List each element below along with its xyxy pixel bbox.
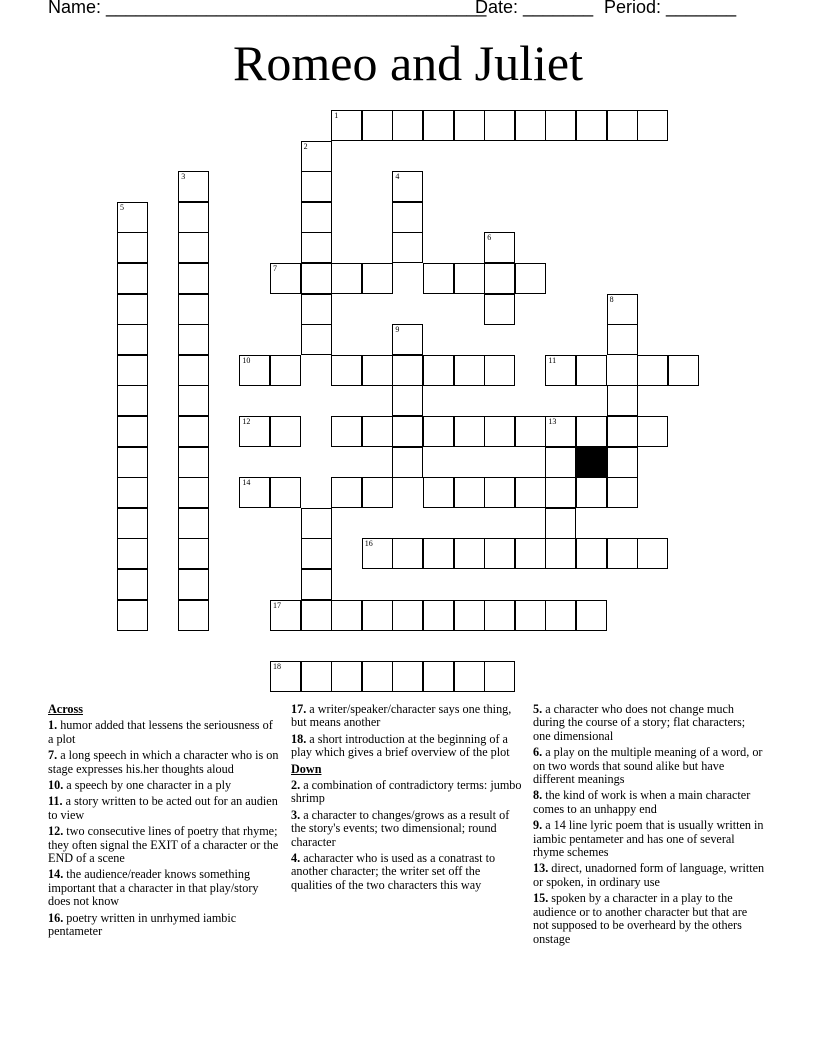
clue-item bbox=[48, 825, 280, 865]
clue-text: direct, unadorned form of language, written or spoken, in ordinary use bbox=[533, 861, 765, 889]
clue-number: 14 bbox=[242, 478, 251, 488]
crossword-cell[interactable] bbox=[484, 416, 515, 447]
crossword-cell[interactable] bbox=[301, 202, 332, 233]
crossword-cell[interactable] bbox=[423, 416, 454, 447]
crossword-cell[interactable] bbox=[239, 355, 270, 386]
crossword-cell[interactable] bbox=[362, 538, 393, 569]
crossword-cell[interactable] bbox=[362, 263, 393, 294]
crossword-cell[interactable] bbox=[117, 600, 148, 631]
clue-number: 13. bbox=[533, 861, 549, 876]
crossword-cell[interactable] bbox=[178, 447, 209, 478]
crossword-cell[interactable] bbox=[178, 569, 209, 600]
clue-item bbox=[291, 779, 523, 806]
crossword-cell[interactable] bbox=[545, 538, 576, 569]
clue-number: 3. bbox=[291, 807, 301, 822]
crossword-cell[interactable] bbox=[607, 416, 638, 447]
crossword-cell[interactable] bbox=[331, 263, 362, 294]
crossword-cell[interactable] bbox=[454, 416, 485, 447]
crossword-cell[interactable] bbox=[178, 171, 209, 202]
clue-number: 11 bbox=[548, 355, 557, 365]
crossword-cell[interactable] bbox=[178, 294, 209, 325]
crossword-cell[interactable] bbox=[178, 600, 209, 631]
crossword-cell[interactable] bbox=[576, 416, 607, 447]
crossword-cell[interactable] bbox=[178, 538, 209, 569]
clue-item bbox=[48, 749, 280, 776]
clue-number: 13 bbox=[548, 417, 557, 426]
crossword-cell[interactable] bbox=[178, 385, 209, 416]
clue-number: 12 bbox=[242, 417, 251, 426]
clues-column-3 bbox=[533, 703, 765, 949]
crossword-cell[interactable] bbox=[270, 416, 301, 447]
crossword-cell[interactable] bbox=[454, 355, 485, 386]
clue-number: 8 bbox=[609, 294, 614, 304]
page-title: Romeo and Juliet bbox=[233, 35, 583, 91]
crossword-cell[interactable] bbox=[117, 294, 148, 325]
clue-text: spoken by a character in a play to the audience or to another character but that are not supposed to be overheard by the others onstage bbox=[533, 891, 748, 946]
crossword-cell[interactable] bbox=[515, 110, 546, 141]
clue-text: acharacter who is used as a conatrast to another character; the writer set off the qualities of the two characters this way bbox=[291, 851, 496, 892]
crossword-cell[interactable] bbox=[423, 355, 454, 386]
clue-text: poetry written in unrhymed iambic pentameter bbox=[48, 910, 237, 939]
clue-number: 12. bbox=[48, 824, 64, 839]
clue-text: a story written to be acted out for an audien to view bbox=[48, 794, 278, 822]
crossword-cell[interactable] bbox=[331, 477, 362, 508]
crossword-cell[interactable] bbox=[270, 263, 301, 294]
crossword-cell[interactable] bbox=[331, 661, 362, 692]
crossword-cell[interactable] bbox=[178, 202, 209, 233]
clue-text: humor added that lessens the seriousness of a plot bbox=[48, 718, 273, 746]
clue-item bbox=[533, 892, 765, 946]
crossword-cell[interactable] bbox=[392, 447, 423, 478]
crossword-cell[interactable] bbox=[637, 416, 668, 447]
crossword-cell[interactable] bbox=[484, 538, 515, 569]
crossword-cell[interactable] bbox=[637, 355, 668, 386]
clue-text: a short introduction at the beginning of a play which gives a brief overview of the plot bbox=[291, 731, 510, 760]
crossword-cell[interactable] bbox=[301, 263, 332, 294]
crossword-cell[interactable] bbox=[454, 477, 485, 508]
crossword-cell[interactable] bbox=[637, 538, 668, 569]
clues-column-2 bbox=[291, 703, 523, 895]
clue-number: 10 bbox=[242, 355, 251, 365]
crossword-cell[interactable] bbox=[117, 324, 148, 355]
period-field-label: Period: _______ bbox=[604, 0, 737, 17]
name-field-label: Name: ______________________________________ bbox=[48, 0, 487, 17]
crossword-cell[interactable] bbox=[270, 477, 301, 508]
crossword-cell[interactable] bbox=[392, 171, 423, 202]
clue-item bbox=[533, 746, 765, 786]
clue-text: the audience/reader knows something important that a character in that play/story does not know bbox=[48, 867, 259, 909]
crossword-cell[interactable] bbox=[392, 202, 423, 233]
down-heading: Down bbox=[291, 761, 322, 776]
clue-item bbox=[48, 719, 280, 746]
clue-number: 18. bbox=[291, 731, 307, 746]
crossword-cell[interactable] bbox=[117, 202, 148, 233]
clue-number: 3 bbox=[181, 172, 186, 182]
clue-text: a long speech in which a character who is on stage expresses his.her thoughts aloud bbox=[48, 748, 279, 776]
crossword-cell[interactable] bbox=[423, 538, 454, 569]
crossword-cell[interactable] bbox=[484, 110, 515, 141]
crossword-cell[interactable] bbox=[454, 538, 485, 569]
crossword-cell[interactable] bbox=[576, 538, 607, 569]
crossword-cell[interactable] bbox=[576, 477, 607, 508]
clue-text: a character to changes/grows as a result of the story's events; two dimensional; round character bbox=[291, 807, 510, 849]
clue-item bbox=[533, 789, 765, 816]
crossword-cell[interactable] bbox=[454, 600, 485, 631]
crossword-cell[interactable] bbox=[607, 447, 638, 478]
crossword-cell[interactable] bbox=[392, 324, 423, 355]
crossword-cell[interactable] bbox=[270, 600, 301, 631]
crossword-cell[interactable] bbox=[392, 385, 423, 416]
clue-number: 16. bbox=[48, 910, 64, 925]
crossword-cell[interactable] bbox=[392, 416, 423, 447]
clue-number: 2 bbox=[303, 141, 308, 151]
clue-item bbox=[291, 809, 523, 849]
crossword-cell[interactable] bbox=[301, 538, 332, 569]
clue-item bbox=[291, 852, 523, 892]
clue-number: 5. bbox=[533, 702, 543, 716]
clue-number: 4. bbox=[291, 851, 301, 866]
crossword-cell[interactable] bbox=[362, 600, 393, 631]
crossword-cell[interactable] bbox=[117, 447, 148, 478]
crossword-cell[interactable] bbox=[515, 416, 546, 447]
crossword-cell[interactable] bbox=[270, 355, 301, 386]
crossword-cell[interactable] bbox=[607, 324, 638, 355]
crossword-cell[interactable] bbox=[117, 508, 148, 539]
clue-number: 8. bbox=[533, 788, 543, 803]
crossword-cell[interactable] bbox=[484, 600, 515, 631]
crossword-cell[interactable] bbox=[270, 661, 301, 692]
crossword-cell[interactable] bbox=[454, 263, 485, 294]
clue-item bbox=[48, 779, 280, 792]
clue-number: 6 bbox=[487, 233, 492, 243]
crossword-cell[interactable] bbox=[484, 263, 515, 294]
clue-number: 17 bbox=[273, 600, 281, 610]
clue-number: 15. bbox=[533, 891, 549, 906]
date-field-label: Date: _______ bbox=[475, 0, 594, 17]
crossword-cell[interactable] bbox=[178, 355, 209, 386]
clue-text: a play on the multiple meaning of a word, or on two words that sound alike but have different meanings bbox=[533, 745, 763, 787]
clue-number: 9 bbox=[395, 325, 400, 335]
crossword-cell[interactable] bbox=[239, 477, 270, 508]
crossword-cell[interactable] bbox=[668, 355, 699, 386]
clue-number: 7 bbox=[273, 264, 277, 273]
clue-number: 17. bbox=[291, 702, 307, 716]
crossword-cell[interactable] bbox=[607, 538, 638, 569]
crossword-cell[interactable] bbox=[484, 477, 515, 508]
crossword-cell[interactable] bbox=[484, 661, 515, 692]
crossword-cell[interactable] bbox=[392, 232, 423, 263]
crossword-cell[interactable] bbox=[362, 477, 393, 508]
clues-column-1 bbox=[48, 703, 280, 942]
clue-text: a character who does not change much during the course of a story; flat characters; one dimensional bbox=[533, 702, 746, 743]
clue-text: a 14 line lyric poem that is usually written in iambic pentameter and has one of several rhyme schemes bbox=[533, 818, 764, 860]
clue-number: 6. bbox=[533, 745, 543, 760]
crossword-cell[interactable] bbox=[607, 385, 638, 416]
clue-number: 10. bbox=[48, 778, 64, 793]
crossword-cell[interactable] bbox=[178, 508, 209, 539]
crossword-cell[interactable] bbox=[392, 355, 423, 386]
crossword-cell[interactable] bbox=[178, 477, 209, 508]
clue-item bbox=[533, 703, 765, 743]
across-heading: Across bbox=[48, 702, 83, 716]
crossword-cell[interactable] bbox=[178, 232, 209, 263]
crossword-cell[interactable] bbox=[301, 171, 332, 202]
crossword-cell[interactable] bbox=[392, 538, 423, 569]
crossword-cell[interactable] bbox=[607, 110, 638, 141]
crossword-cell[interactable] bbox=[545, 416, 576, 447]
crossword-cell[interactable] bbox=[117, 416, 148, 447]
crossword-cell[interactable] bbox=[545, 447, 576, 478]
crossword-cell[interactable] bbox=[301, 294, 332, 325]
crossword-cell[interactable] bbox=[607, 294, 638, 325]
crossword-cell[interactable] bbox=[331, 110, 362, 141]
crossword-cell[interactable] bbox=[362, 355, 393, 386]
crossword-cell[interactable] bbox=[178, 416, 209, 447]
crossword-cell[interactable] bbox=[454, 661, 485, 692]
crossword-cell[interactable] bbox=[178, 263, 209, 294]
crossword-cell[interactable] bbox=[576, 110, 607, 141]
crossword-cell[interactable] bbox=[239, 416, 270, 447]
crossword-cell[interactable] bbox=[423, 110, 454, 141]
crossword-cell[interactable] bbox=[545, 600, 576, 631]
crossword-cell[interactable] bbox=[331, 355, 362, 386]
clue-item bbox=[291, 703, 523, 730]
crossword-cell[interactable] bbox=[576, 600, 607, 631]
crossword-cell[interactable] bbox=[117, 355, 148, 386]
clue-item bbox=[48, 912, 280, 939]
crossword-cell[interactable] bbox=[178, 324, 209, 355]
crossword-cell[interactable] bbox=[637, 110, 668, 141]
crossword-cell[interactable] bbox=[301, 324, 332, 355]
crossword-cell[interactable] bbox=[362, 416, 393, 447]
crossword-cell[interactable] bbox=[301, 600, 332, 631]
clue-text: two consecutive lines of poetry that rhyme; they often signal the EXIT of a character or the END of a scene bbox=[48, 824, 279, 866]
crossword-cell[interactable] bbox=[515, 477, 546, 508]
crossword-cell[interactable] bbox=[484, 294, 515, 325]
crossword-cell[interactable] bbox=[301, 661, 332, 692]
crossword-cell[interactable] bbox=[301, 508, 332, 539]
crossword-cell[interactable] bbox=[301, 569, 332, 600]
clue-item bbox=[291, 733, 523, 760]
crossword-cell[interactable] bbox=[576, 355, 607, 386]
clue-text: the kind of work is when a main character comes to an unhappy end bbox=[533, 788, 751, 816]
clue-number: 11. bbox=[48, 794, 63, 809]
clue-item bbox=[533, 819, 765, 859]
clue-number: 5 bbox=[120, 202, 124, 212]
crossword-cell[interactable] bbox=[117, 477, 148, 508]
clue-number: 2. bbox=[291, 778, 301, 793]
crossword-cell[interactable] bbox=[117, 232, 148, 263]
crossword-cell[interactable] bbox=[117, 263, 148, 294]
crossword-cell[interactable] bbox=[515, 538, 546, 569]
clue-item bbox=[48, 795, 280, 822]
crossword-cell[interactable] bbox=[362, 110, 393, 141]
crossword-cell[interactable] bbox=[117, 538, 148, 569]
crossword-cell[interactable] bbox=[117, 385, 148, 416]
clue-number: 14. bbox=[48, 867, 64, 882]
clue-item bbox=[48, 868, 280, 908]
crossword-cell[interactable] bbox=[607, 477, 638, 508]
crossword-cell[interactable] bbox=[454, 110, 485, 141]
clue-number: 7. bbox=[48, 748, 58, 763]
clue-item bbox=[533, 862, 765, 889]
clue-number: 4 bbox=[395, 172, 400, 182]
crossword-cell[interactable] bbox=[545, 110, 576, 141]
clue-number: 18 bbox=[273, 661, 281, 671]
crossword-cell[interactable] bbox=[423, 600, 454, 631]
crossword-cell[interactable] bbox=[545, 355, 576, 386]
clue-text: a speech by one character in a ply bbox=[63, 778, 232, 793]
crossword-cell[interactable] bbox=[515, 600, 546, 631]
crossword-cell[interactable] bbox=[392, 600, 423, 631]
crossword-cell[interactable] bbox=[331, 600, 362, 631]
clue-number: 1 bbox=[334, 111, 339, 120]
crossword-cell[interactable] bbox=[301, 141, 332, 172]
crossword-cell[interactable] bbox=[423, 661, 454, 692]
crossword-cell[interactable] bbox=[545, 477, 576, 508]
clue-number: 1. bbox=[48, 718, 58, 733]
black-square bbox=[576, 447, 607, 478]
clue-text: a combination of contradictory terms: jumbo shrimp bbox=[291, 778, 522, 806]
crossword-cell[interactable] bbox=[484, 355, 515, 386]
crossword-cell[interactable] bbox=[484, 232, 515, 263]
crossword-cell[interactable] bbox=[331, 416, 362, 447]
crossword-cell[interactable] bbox=[301, 232, 332, 263]
crossword-cell[interactable] bbox=[362, 661, 393, 692]
clue-number: 9. bbox=[533, 818, 543, 833]
crossword-cell[interactable] bbox=[392, 110, 423, 141]
crossword-cell[interactable] bbox=[117, 569, 148, 600]
crossword-cell[interactable] bbox=[545, 508, 576, 539]
clue-number: 16 bbox=[364, 539, 373, 549]
crossword-cell[interactable] bbox=[423, 477, 454, 508]
crossword-cell[interactable] bbox=[423, 263, 454, 294]
crossword-cell[interactable] bbox=[515, 263, 546, 294]
clue-text: a writer/speaker/character says one thing, but means another bbox=[291, 702, 512, 730]
crossword-cell[interactable] bbox=[392, 661, 423, 692]
